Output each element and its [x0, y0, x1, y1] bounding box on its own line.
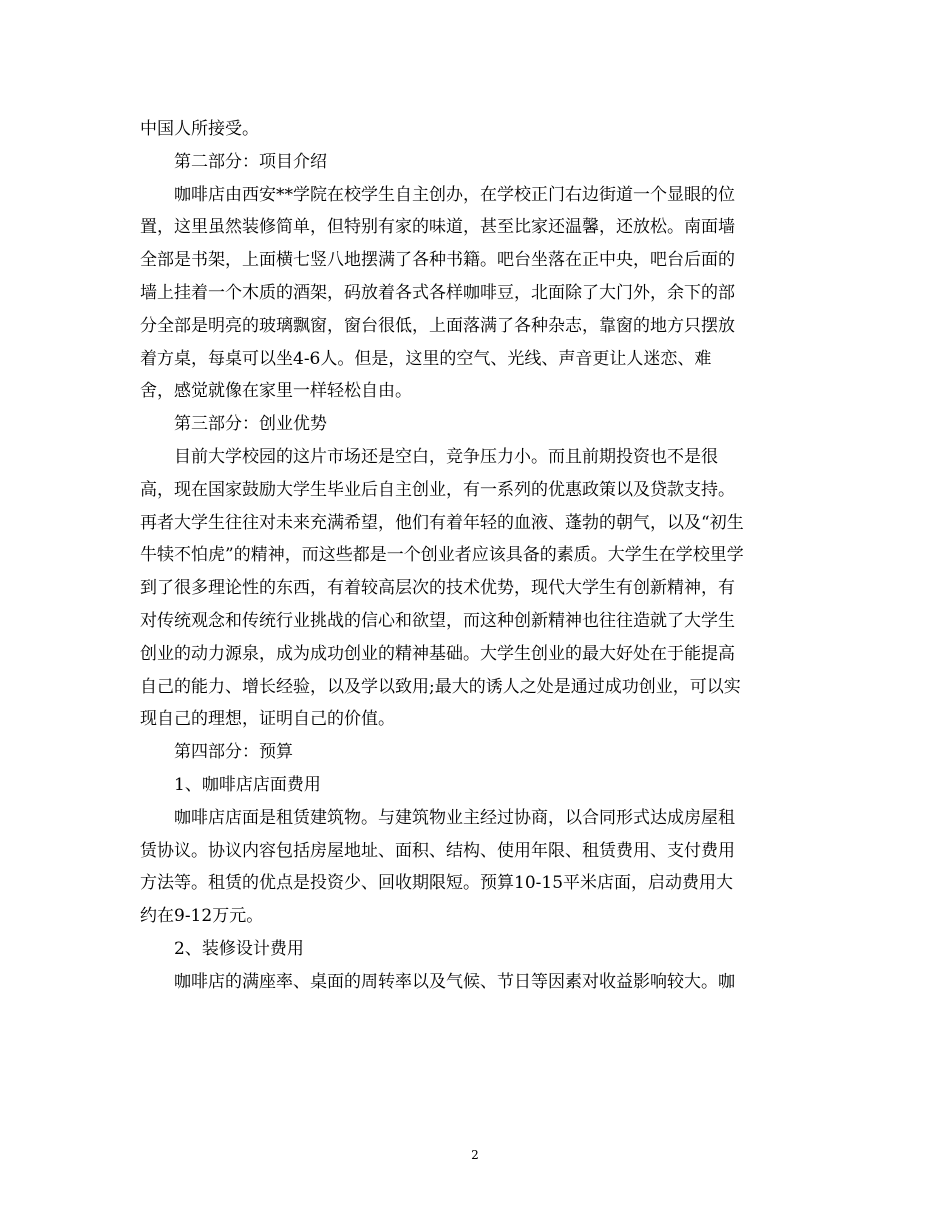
text-line: 方法等。租赁的优点是投资少、回收期限短。预算10-15平米店面，启动费用大 [140, 873, 734, 894]
body-paragraph [140, 802, 812, 933]
page-body [140, 113, 812, 999]
body-paragraph [140, 441, 812, 736]
text-line: 咖啡店由西安**学院在校学生自主创办，在学校正门右边街道一个显眼的位 [174, 184, 735, 205]
text-line: 咖啡店的满座率、桌面的周转率以及气候、节日等因素对收益影响较大。咖 [174, 971, 735, 992]
text-line: 对传统观念和传统行业挑战的信心和欲望，而这种创新精神也往往造就了大学生 [140, 610, 735, 631]
text-line: 第三部分：创业优势 [174, 414, 327, 435]
page-number: 2 [471, 1148, 479, 1162]
text-line: 舍，感觉就像在家里一样轻松自由。 [140, 381, 412, 402]
text-line: 约在9-12万元。 [140, 906, 264, 927]
section-heading [140, 408, 812, 441]
text-line: 置，这里虽然装修简单，但特别有家的味道，甚至比家还温馨，还放松。南面墙 [140, 217, 735, 238]
text-line: 咖啡店店面是租赁建筑物。与建筑物业主经过协商，以合同形式达成房屋租 [174, 807, 735, 828]
text-line: 着方桌，每桌可以坐4-6人。但是，这里的空气、光线、声音更让人迷恋、难 [140, 348, 712, 369]
body-paragraph [140, 179, 812, 409]
text-line: 第二部分：项目介绍 [174, 151, 327, 172]
text-line: 全部是书架，上面横七竖八地摆满了各种书籍。吧台坐落在正中央，吧台后面的 [140, 250, 735, 271]
text-line: 2、装修设计费用 [174, 938, 304, 959]
text-line: 现自己的理想，证明自己的价值。 [140, 709, 395, 730]
section-heading [140, 146, 812, 179]
text-line: 高，现在国家鼓励大学生毕业后自主创业，有一系列的优惠政策以及贷款支持。 [140, 479, 735, 500]
text-line: 第四部分：预算 [174, 742, 293, 763]
text-line: 1、咖啡店店面费用 [174, 774, 321, 795]
text-line: 牛犊不怕虎”的精神，而这些都是一个创业者应该具备的素质。大学生在学校里学 [140, 545, 744, 566]
text-line: 分全部是明亮的玻璃飘窗，窗台很低，上面落满了各种杂志，靠窗的地方只摆放 [140, 315, 735, 336]
text-line: 赁协议。协议内容包括房屋地址、面积、结构、使用年限、租赁费用、支付费用 [140, 840, 735, 861]
body-paragraph [140, 966, 812, 999]
text-line: 中国人所接受。 [140, 119, 259, 139]
text-line: 创业的动力源泉，成为成功创业的精神基础。大学生创业的最大好处在于能提高 [140, 643, 735, 664]
text-line: 到了很多理论性的东西，有着较高层次的技术优势，现代大学生有创新精神，有 [140, 578, 735, 599]
text-line: 自己的能力、增长经验，以及学以致用;最大的诱人之处是通过成功创业，可以实 [140, 676, 741, 697]
body-paragraph [140, 113, 812, 146]
section-heading [140, 933, 812, 966]
section-heading [140, 736, 812, 769]
section-heading [140, 769, 812, 802]
text-line: 墙上挂着一个木质的酒架，码放着各式各样咖啡豆，北面除了大门外，余下的部 [140, 282, 735, 303]
text-line: 目前大学校园的这片市场还是空白，竞争压力小。而且前期投资也不是很 [174, 446, 718, 467]
text-line: 再者大学生往往对未来充满希望，他们有着年轻的血液、蓬勃的朝气，以及“初生 [140, 512, 744, 533]
